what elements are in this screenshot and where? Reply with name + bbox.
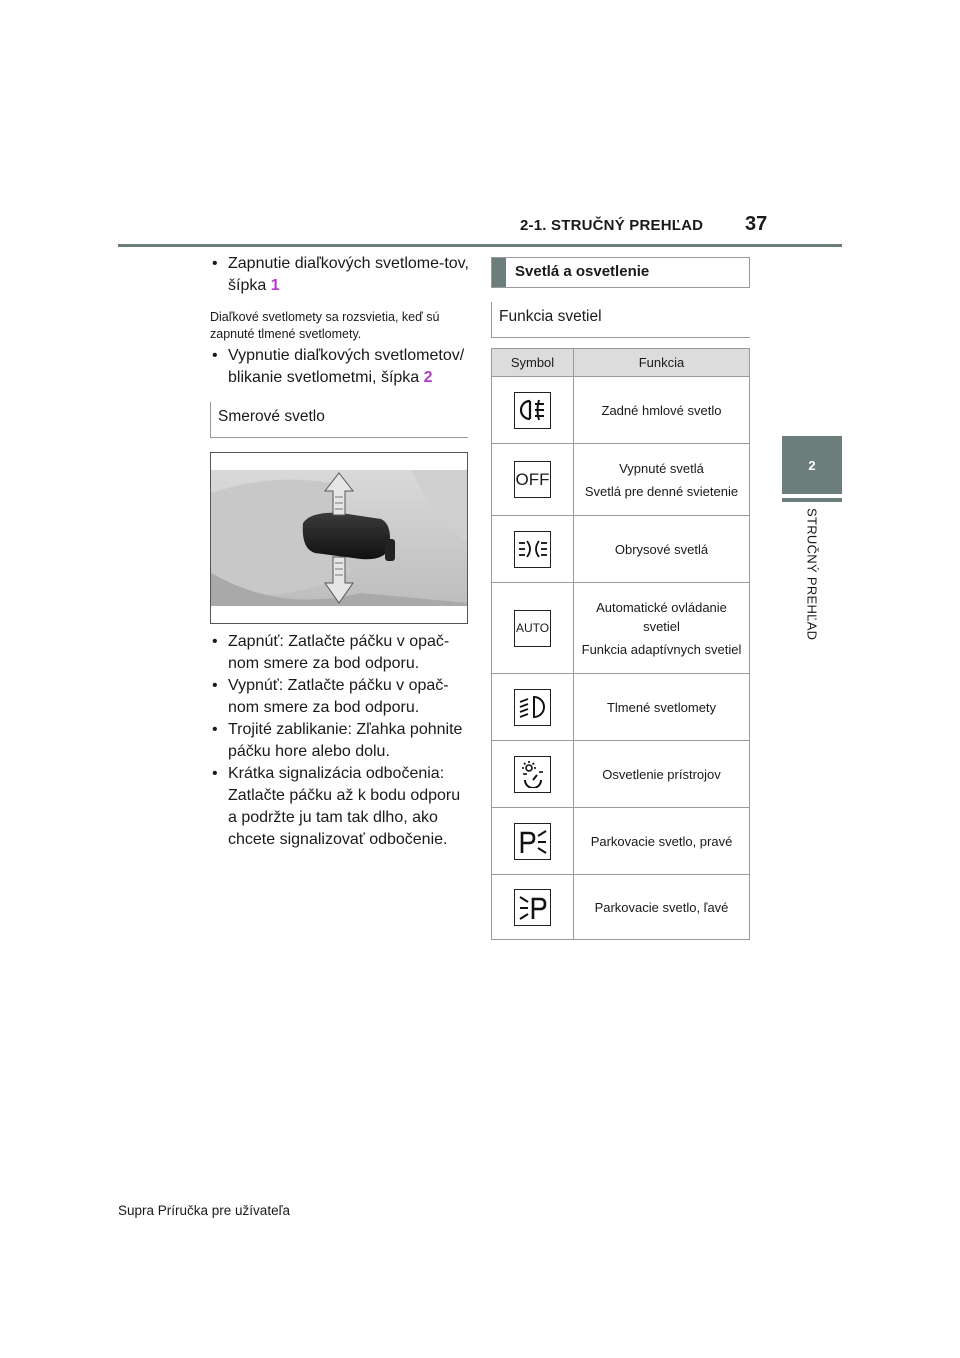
section-title-text: Svetlá a osvetlenie xyxy=(515,263,650,280)
table-row xyxy=(492,741,749,808)
page-number: 37 xyxy=(745,213,768,235)
high-beam-note: Diaľkové svetlomety sa rozsvietia, keď sú zapnuté tlmené svetlomety. xyxy=(210,310,440,341)
function-auto-lights: Automatické ovládanie svetiel xyxy=(596,599,727,634)
bullet-turn-off: • Vypnúť: Zatlačte páčku v opač-nom smere za bod odporu. xyxy=(210,675,472,719)
low-beam-icon xyxy=(514,689,551,726)
footer-manual-title: Supra Príručka pre užívateľa xyxy=(118,1203,291,1218)
arrow-number-2: 2 xyxy=(423,369,433,386)
table-row xyxy=(492,583,749,674)
function-lights-off: Vypnuté svetlá xyxy=(619,460,704,476)
section-header-title: 2-1. STRUČNÝ PREHĽAD xyxy=(520,217,704,234)
bullet-high-beam-off xyxy=(210,345,472,389)
bullet-high-beam-on xyxy=(210,253,472,297)
light-symbols-table xyxy=(491,348,750,940)
auto-icon-text: AUTO xyxy=(515,621,550,635)
subheading-turn-signal: Smerové svetlo xyxy=(210,402,468,438)
function-parking-right: Parkovacie svetlo, pravé xyxy=(590,833,733,849)
arrow-number-1: 1 xyxy=(270,277,280,294)
function-instrument-lighting: Osvetlenie prístrojov xyxy=(602,766,721,782)
bullet-triple-blink: • Trojité zablikanie: Zľahka pohnite páčku hore alebo dolu. xyxy=(210,719,472,763)
table-row xyxy=(492,516,749,583)
header-rule xyxy=(118,244,842,247)
function-daytime-lights: Svetlá pre denné svietenie xyxy=(584,483,739,499)
rear-fog-light-icon xyxy=(514,392,551,429)
section-lights-title xyxy=(491,257,750,288)
function-side-lights: Obrysové svetlá xyxy=(614,541,709,557)
table-row xyxy=(492,674,749,741)
table-header xyxy=(492,349,749,377)
function-parking-left: Parkovacie svetlo, ľavé xyxy=(594,899,729,915)
chapter-title-vertical xyxy=(778,508,846,708)
turn-signal-bullets xyxy=(210,631,472,851)
table-row xyxy=(492,875,749,939)
off-icon xyxy=(514,461,551,498)
chapter-number: 2 xyxy=(808,457,816,473)
function-rear-fog: Zadné hmlové svetlo xyxy=(601,402,722,418)
header-function: Funkcia xyxy=(638,355,685,370)
parking-light-right-icon xyxy=(514,823,551,860)
instrument-lighting-icon xyxy=(514,756,551,793)
lever-drawing xyxy=(211,453,467,623)
left-column-top xyxy=(210,253,472,389)
chapter-title: STRUČNÝ PREHĽAD xyxy=(804,508,820,641)
header-symbol: Symbol xyxy=(492,349,574,376)
side-lights-icon xyxy=(514,531,551,568)
table-row xyxy=(492,808,749,875)
table-row xyxy=(492,377,749,444)
turn-signal-lever-illustration xyxy=(210,452,468,624)
function-low-beam: Tlmené svetlomety xyxy=(606,699,717,715)
bullet-high-beam-on-text: Zapnutie diaľkových svetlome-tov, šípka xyxy=(228,255,469,294)
chapter-tab xyxy=(782,436,842,494)
chapter-tab-rule xyxy=(782,498,842,502)
bullet-turn-on: • Zapnúť: Zatlačte páčku v opač-nom smere za bod odporu. xyxy=(210,631,472,675)
parking-light-left-icon xyxy=(514,889,551,926)
subheading-light-functions: Funkcia svetiel xyxy=(491,302,750,338)
bullet-high-beam-off-text: Vypnutie diaľkových svetlometov/ blikanie svetlometmi, šípka xyxy=(228,347,465,386)
bullet-short-signal: • Krátka signalizácia odbočenia: Zatlačte páčku až k bodu odporu a podržte ju tam tak dlho, ako chcete signalizovať odbočenie. xyxy=(210,763,472,851)
section-marker xyxy=(492,258,506,287)
off-icon-text: OFF xyxy=(515,469,550,489)
function-adaptive-lights: Funkcia adaptívnych svetiel xyxy=(581,641,742,657)
table-row xyxy=(492,444,749,516)
auto-icon xyxy=(514,610,551,647)
